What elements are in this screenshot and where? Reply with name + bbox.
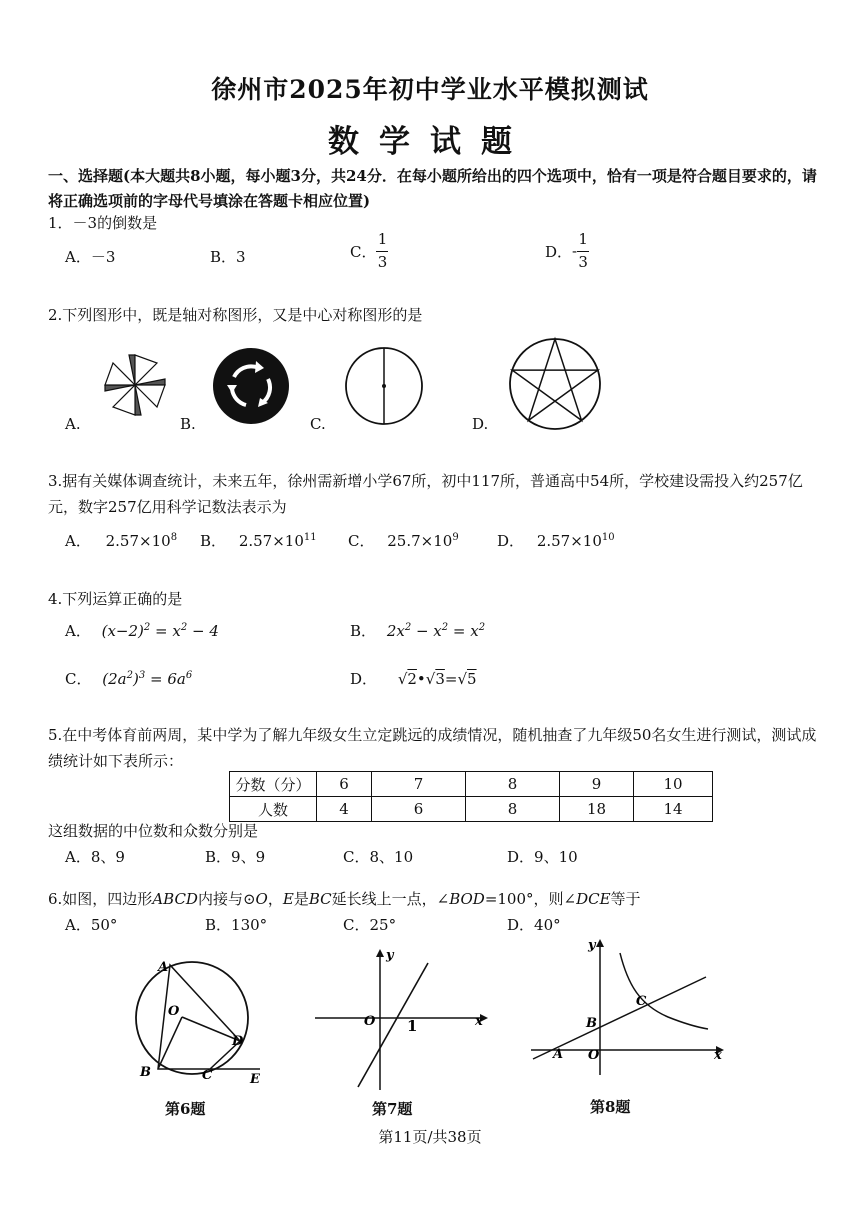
table-cell: 7 bbox=[372, 772, 466, 797]
page-number: 第11页/共38页 bbox=[378, 1128, 482, 1146]
q1-c-fraction bbox=[376, 232, 388, 271]
subject-title: 数学试题 bbox=[328, 124, 532, 160]
question-4-stem: 4.下列运算正确的是 bbox=[48, 590, 183, 608]
q1-option-b: B．3 bbox=[210, 248, 246, 266]
score-table bbox=[229, 771, 713, 822]
table-header-count: 人数 bbox=[230, 797, 317, 822]
circle-diameter-figure bbox=[343, 345, 425, 427]
q3-a-base: 2.57×10 bbox=[105, 532, 171, 550]
table-row bbox=[230, 772, 713, 797]
fig7-label-o: O bbox=[364, 1014, 376, 1029]
q3-option-a bbox=[65, 530, 177, 551]
pinwheel-figure bbox=[90, 345, 180, 430]
q5-option-b: B．9、9 bbox=[205, 848, 266, 866]
section-heading: 一、选择题(本大题共8小题，每小题3分，共24分．在每小题所给出的四个选项中，恰有一项是符合题目要求的，请将正确选项前的字母代号填涂在答题卡相应位置) bbox=[48, 167, 817, 210]
q3-b-base: 2.57×10 bbox=[238, 532, 304, 550]
table-cell: 10 bbox=[634, 772, 713, 797]
q1-d-sign: - bbox=[572, 242, 578, 261]
table-header-score: 分数（分） bbox=[230, 772, 317, 797]
q1-d-den: 3 bbox=[578, 252, 588, 271]
recycle-circle-figure bbox=[210, 345, 292, 427]
q6-option-d: D．40° bbox=[507, 916, 561, 934]
table-cell: 14 bbox=[634, 797, 713, 822]
table-cell: 4 bbox=[317, 797, 372, 822]
question-1-stem: 1．－3的倒数是 bbox=[48, 214, 158, 232]
q3-c-exp: 9 bbox=[452, 532, 459, 543]
fig8-label-x: x bbox=[714, 1048, 722, 1063]
page-title: 徐州市2025年初中学业水平模拟测试 bbox=[211, 75, 649, 104]
table-cell: 9 bbox=[560, 772, 634, 797]
q4-option-a: A． $(x-2)^2 = x^2 - 4$ bbox=[65, 622, 219, 640]
q2-option-b: B. bbox=[180, 415, 196, 433]
fig7-label-one: 1 bbox=[407, 1017, 418, 1035]
q5-option-a: A．8、9 bbox=[65, 848, 125, 866]
q3-c-base: 25.7×10 bbox=[387, 532, 453, 550]
fig6-label-b: B bbox=[140, 1065, 151, 1080]
table-cell: 6 bbox=[372, 797, 466, 822]
fig8-label-o: O bbox=[588, 1048, 600, 1063]
fig8-label-c: C bbox=[636, 994, 647, 1009]
q1-d-label: D． bbox=[545, 242, 573, 261]
figure-8-graph bbox=[528, 935, 733, 1085]
fig8-label-y: y bbox=[588, 938, 596, 953]
table-cell: 18 bbox=[560, 797, 634, 822]
table-cell: 8 bbox=[466, 772, 560, 797]
table-row bbox=[230, 797, 713, 822]
q2-option-a: A. bbox=[65, 415, 81, 433]
q1-c-label: C． bbox=[350, 242, 377, 261]
fig6-label-e: E bbox=[250, 1072, 260, 1087]
table-cell: 6 bbox=[317, 772, 372, 797]
q4-a-label: A． bbox=[65, 622, 91, 640]
q2-option-c: C. bbox=[310, 415, 326, 433]
q6-option-b: B．130° bbox=[205, 916, 268, 934]
q1-option-c bbox=[350, 232, 388, 271]
fig7-label-y: y bbox=[386, 948, 394, 963]
fig7-label-x: x bbox=[475, 1014, 483, 1029]
q4-b-label: B． bbox=[350, 622, 377, 640]
fig6-label-d: D bbox=[232, 1034, 244, 1049]
q3-c-label: C． bbox=[348, 532, 375, 550]
q1-option-d bbox=[545, 232, 589, 271]
question-5-stem: 5.在中考体育前两周，某中学为了解九年级女生立定跳远的成绩情况，随机抽查了九年级50名女生进行测试，测试成绩统计如下表所示： bbox=[48, 726, 817, 770]
q1-d-fraction bbox=[577, 232, 589, 271]
figure-8-caption: 第8题 bbox=[590, 1098, 631, 1116]
question-6-stem: 6.如图，四边形ABCD内接与⊙O，E是BC延长线上一点，∠BOD=100°，则∠DCE等于 bbox=[48, 890, 641, 908]
question-5-after: 这组数据的中位数和众数分别是 bbox=[48, 822, 259, 840]
q3-d-label: D． bbox=[497, 532, 525, 550]
q3-d-exp: 10 bbox=[601, 532, 615, 543]
q5-option-c: C．8、10 bbox=[343, 848, 414, 866]
q3-b-exp: 11 bbox=[303, 532, 317, 543]
q4-option-b: B． $2x^2 - x^2 = x^2$ bbox=[350, 622, 486, 640]
q4-option-d: D． √2•√3=√5 bbox=[350, 670, 477, 688]
q1-option-a: A．－3 bbox=[65, 248, 116, 266]
q6-option-c: C．25° bbox=[343, 916, 397, 934]
table-cell: 8 bbox=[466, 797, 560, 822]
q5-option-d: D．9、10 bbox=[507, 848, 578, 866]
q3-b-label: B． bbox=[200, 532, 227, 550]
q3-a-exp: 8 bbox=[170, 532, 178, 543]
q4-option-c: C． $(2a^2)^3 = 6a^6$ bbox=[65, 670, 193, 688]
q1-c-den: 3 bbox=[377, 252, 388, 271]
q4-d-label: D． bbox=[350, 670, 378, 688]
fig6-label-o: O bbox=[168, 1004, 180, 1019]
fig8-label-a: A bbox=[553, 1047, 564, 1062]
q3-option-c bbox=[348, 530, 459, 551]
question-2-stem: 2.下列图形中，既是轴对称图形，又是中心对称图形的是 bbox=[48, 306, 423, 324]
pentagram-circle-figure bbox=[505, 334, 605, 434]
figure-6-circle-quad bbox=[120, 955, 275, 1090]
q3-option-d bbox=[497, 530, 615, 551]
fig6-label-c: C bbox=[202, 1068, 213, 1083]
q1-d-num: 1 bbox=[578, 230, 588, 248]
q3-a-label: A． bbox=[65, 532, 91, 550]
q2-option-d: D. bbox=[472, 415, 489, 433]
q3-d-base: 2.57×10 bbox=[536, 532, 602, 550]
figure-7-line-graph bbox=[310, 945, 495, 1095]
q3-option-b bbox=[200, 530, 317, 551]
figure-7-caption: 第7题 bbox=[372, 1100, 413, 1118]
q4-c-label: C． bbox=[65, 670, 92, 688]
question-3-stem: 3.据有关媒体调查统计，未来五年，徐州需新增小学67所，初中117所，普通高中54所，学校建设需投入约257亿元，数字257亿用科学记数法表示为 bbox=[48, 472, 803, 516]
figure-6-caption: 第6题 bbox=[165, 1100, 206, 1118]
q6-option-a: A．50° bbox=[65, 916, 118, 934]
q1-c-num: 1 bbox=[377, 230, 388, 248]
fig8-label-b: B bbox=[586, 1016, 597, 1031]
fig6-label-a: A bbox=[158, 960, 169, 975]
